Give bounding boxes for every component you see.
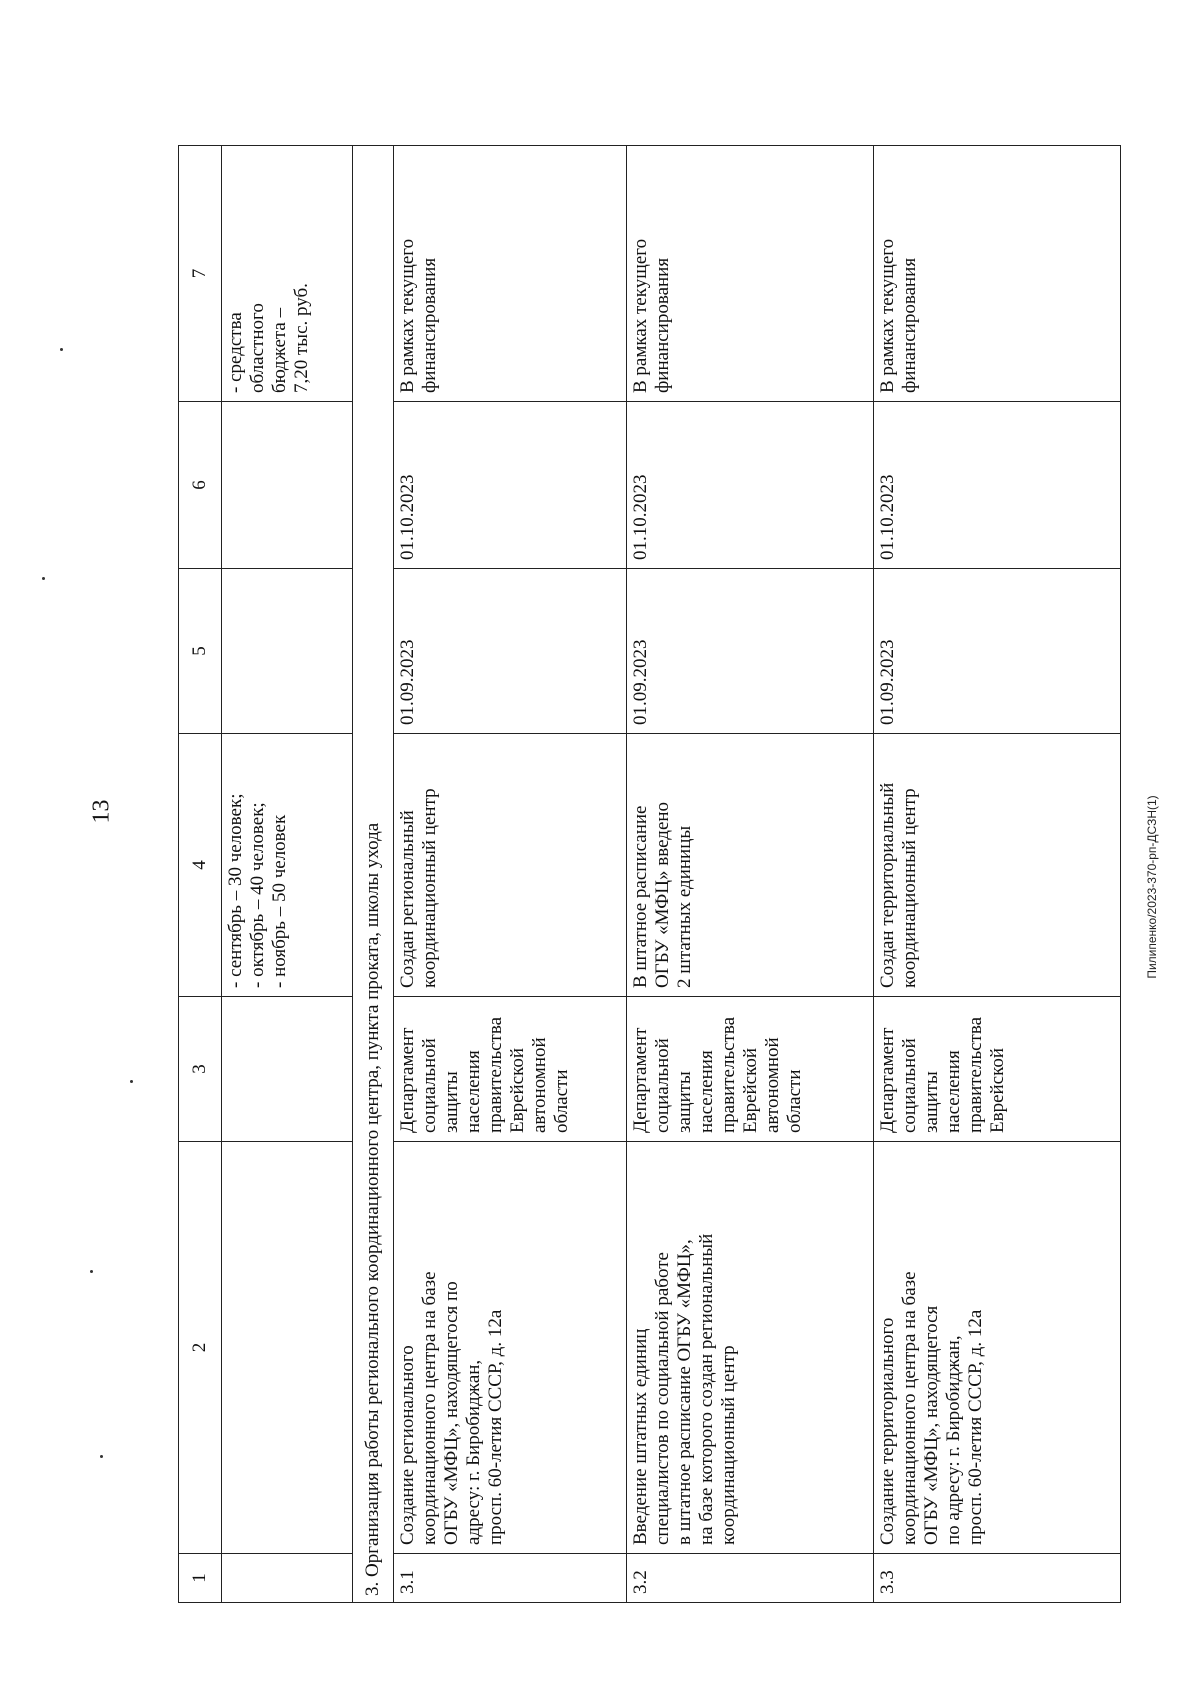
cell-line: по адресу: г. Биробиджан,	[943, 1335, 964, 1545]
cell-line: координационный центр	[419, 788, 440, 988]
cell-line: социальной	[419, 1038, 440, 1133]
cell-line: финансирования	[419, 257, 440, 393]
cell-line: защиты	[674, 1071, 695, 1133]
cell-line: области	[551, 1069, 572, 1133]
header-cell: 2	[179, 1142, 222, 1554]
cell-line: населения	[943, 1050, 964, 1133]
cell-line: населения	[463, 1050, 484, 1133]
end-date: 01.10.2023	[394, 402, 627, 569]
cell-line: просп. 60-летия СССР, д. 12а	[485, 1309, 506, 1545]
cell-line: - ноябрь – 50 человек	[269, 814, 290, 988]
cell-line: автономной	[762, 1037, 783, 1133]
cell-line: на базе которого создан региональный	[696, 1233, 717, 1545]
cell-line: Создан территориальный	[877, 782, 898, 988]
section-title: 3. Организация работы регионального координационного центра, пункта проката, школы ухода	[353, 146, 394, 1603]
header-cell: 6	[179, 402, 222, 569]
start-date: 01.09.2023	[627, 569, 874, 734]
result-cell	[627, 734, 874, 997]
cell	[222, 997, 353, 1142]
cell-line: ОГБУ «МФЦ», находящегося	[921, 1305, 942, 1545]
cell	[222, 734, 353, 997]
cell	[222, 146, 353, 402]
cell-line: координационный центр	[718, 1345, 739, 1545]
responsible-cell	[627, 997, 874, 1142]
responsible-cell	[874, 997, 1121, 1142]
cell-line: Департамент	[630, 1027, 651, 1133]
cell-line: - сентябрь – 30 человек;	[225, 793, 246, 988]
cell-line: правительства	[718, 1016, 739, 1133]
table-row	[394, 146, 627, 1603]
result-cell	[874, 734, 1121, 997]
cell-line: социальной	[899, 1038, 920, 1133]
scan-speck	[60, 348, 63, 351]
measure-cell	[394, 1142, 627, 1554]
measure-cell	[874, 1142, 1121, 1554]
header-cell: 3	[179, 997, 222, 1142]
scan-speck	[42, 577, 45, 580]
cell-line: автономной	[529, 1037, 550, 1133]
cell-line: координационного центра на базе	[419, 1271, 440, 1545]
funding-cell	[874, 146, 1121, 402]
header-cell: 1	[179, 1554, 222, 1603]
cell-line: - октябрь – 40 человек;	[247, 802, 268, 988]
cell	[222, 402, 353, 569]
responsible-cell	[394, 997, 627, 1142]
cell-line: в штатное расписание ОГБУ «МФЦ»,	[674, 1239, 695, 1545]
end-date: 01.10.2023	[874, 402, 1121, 569]
cell-line: Еврейской	[987, 1047, 1008, 1133]
cell-line: области	[784, 1069, 805, 1133]
measure-cell	[627, 1142, 874, 1554]
cell-line: просп. 60-летия СССР, д. 12а	[965, 1309, 986, 1545]
page-number: 13	[88, 799, 115, 824]
section-row	[353, 146, 394, 1603]
cell-line: В рамках текущего	[877, 238, 898, 393]
row-number: 3.3	[874, 1554, 1121, 1603]
cell-line: адресу: г. Биробиджан,	[463, 1359, 484, 1545]
cell-line: областного	[247, 303, 268, 393]
cell-line: координационный центр	[899, 788, 920, 988]
cell-line: 2 штатных единицы	[674, 825, 695, 988]
cell-line: бюджета –	[269, 307, 290, 393]
cell-line: В штатное расписание	[630, 805, 651, 988]
cell-line: Еврейской	[740, 1047, 761, 1133]
header-cell: 4	[179, 734, 222, 997]
scan-speck	[130, 1080, 133, 1083]
funding-cell	[394, 146, 627, 402]
cell-line: В рамках текущего	[630, 238, 651, 393]
header-cell: 5	[179, 569, 222, 734]
row-number: 3.1	[394, 1554, 627, 1603]
cell-line: населения	[696, 1050, 717, 1133]
cell-line: финансирования	[899, 257, 920, 393]
cell-line: Введение штатных единиц	[630, 1328, 651, 1545]
cell-line: Создание регионального	[397, 1345, 418, 1545]
cell-line: Департамент	[877, 1027, 898, 1133]
cell	[222, 569, 353, 734]
result-cell	[394, 734, 627, 997]
cell-line: В рамках текущего	[397, 238, 418, 393]
cell-line: - средства	[225, 312, 246, 393]
funding-cell	[627, 146, 874, 402]
cell-line: Еврейской	[507, 1047, 528, 1133]
rotated-table-frame	[178, 146, 1183, 1603]
cell-line: правительства	[485, 1016, 506, 1133]
cell-line: ОГБУ «МФЦ», находящегося по	[441, 1281, 462, 1545]
cell-line: защиты	[441, 1071, 462, 1133]
cell-line: финансирования	[652, 257, 673, 393]
cell-line: правительства	[965, 1016, 986, 1133]
cell	[222, 1142, 353, 1554]
cell	[222, 1554, 353, 1603]
cell-line: специалистов по социальной работе	[652, 1252, 673, 1545]
scan-speck	[90, 1270, 93, 1273]
end-date: 01.10.2023	[627, 402, 874, 569]
cell-line: ОГБУ «МФЦ» введено	[652, 801, 673, 988]
header-cell: 7	[179, 146, 222, 402]
start-date: 01.09.2023	[394, 569, 627, 734]
table-row	[874, 146, 1121, 1603]
continuation-row	[222, 146, 353, 1603]
cell-line: социальной	[652, 1038, 673, 1133]
scan-speck	[100, 1455, 103, 1458]
cell-line: Создан региональный	[397, 810, 418, 988]
cell-line: 7,20 тыс. руб.	[291, 283, 312, 393]
cell-line: Департамент	[397, 1027, 418, 1133]
table-row	[627, 146, 874, 1603]
start-date: 01.09.2023	[874, 569, 1121, 734]
cell-line: защиты	[921, 1071, 942, 1133]
row-number: 3.2	[627, 1554, 874, 1603]
cell-line: Создание территориального	[877, 1317, 898, 1545]
plan-table	[178, 145, 1121, 1603]
header-row	[179, 146, 222, 1603]
document-code: Пилипенко/2023-370-рп-ДСЗН(1)	[1145, 795, 1159, 979]
cell-line: координационного центра на базе	[899, 1271, 920, 1545]
